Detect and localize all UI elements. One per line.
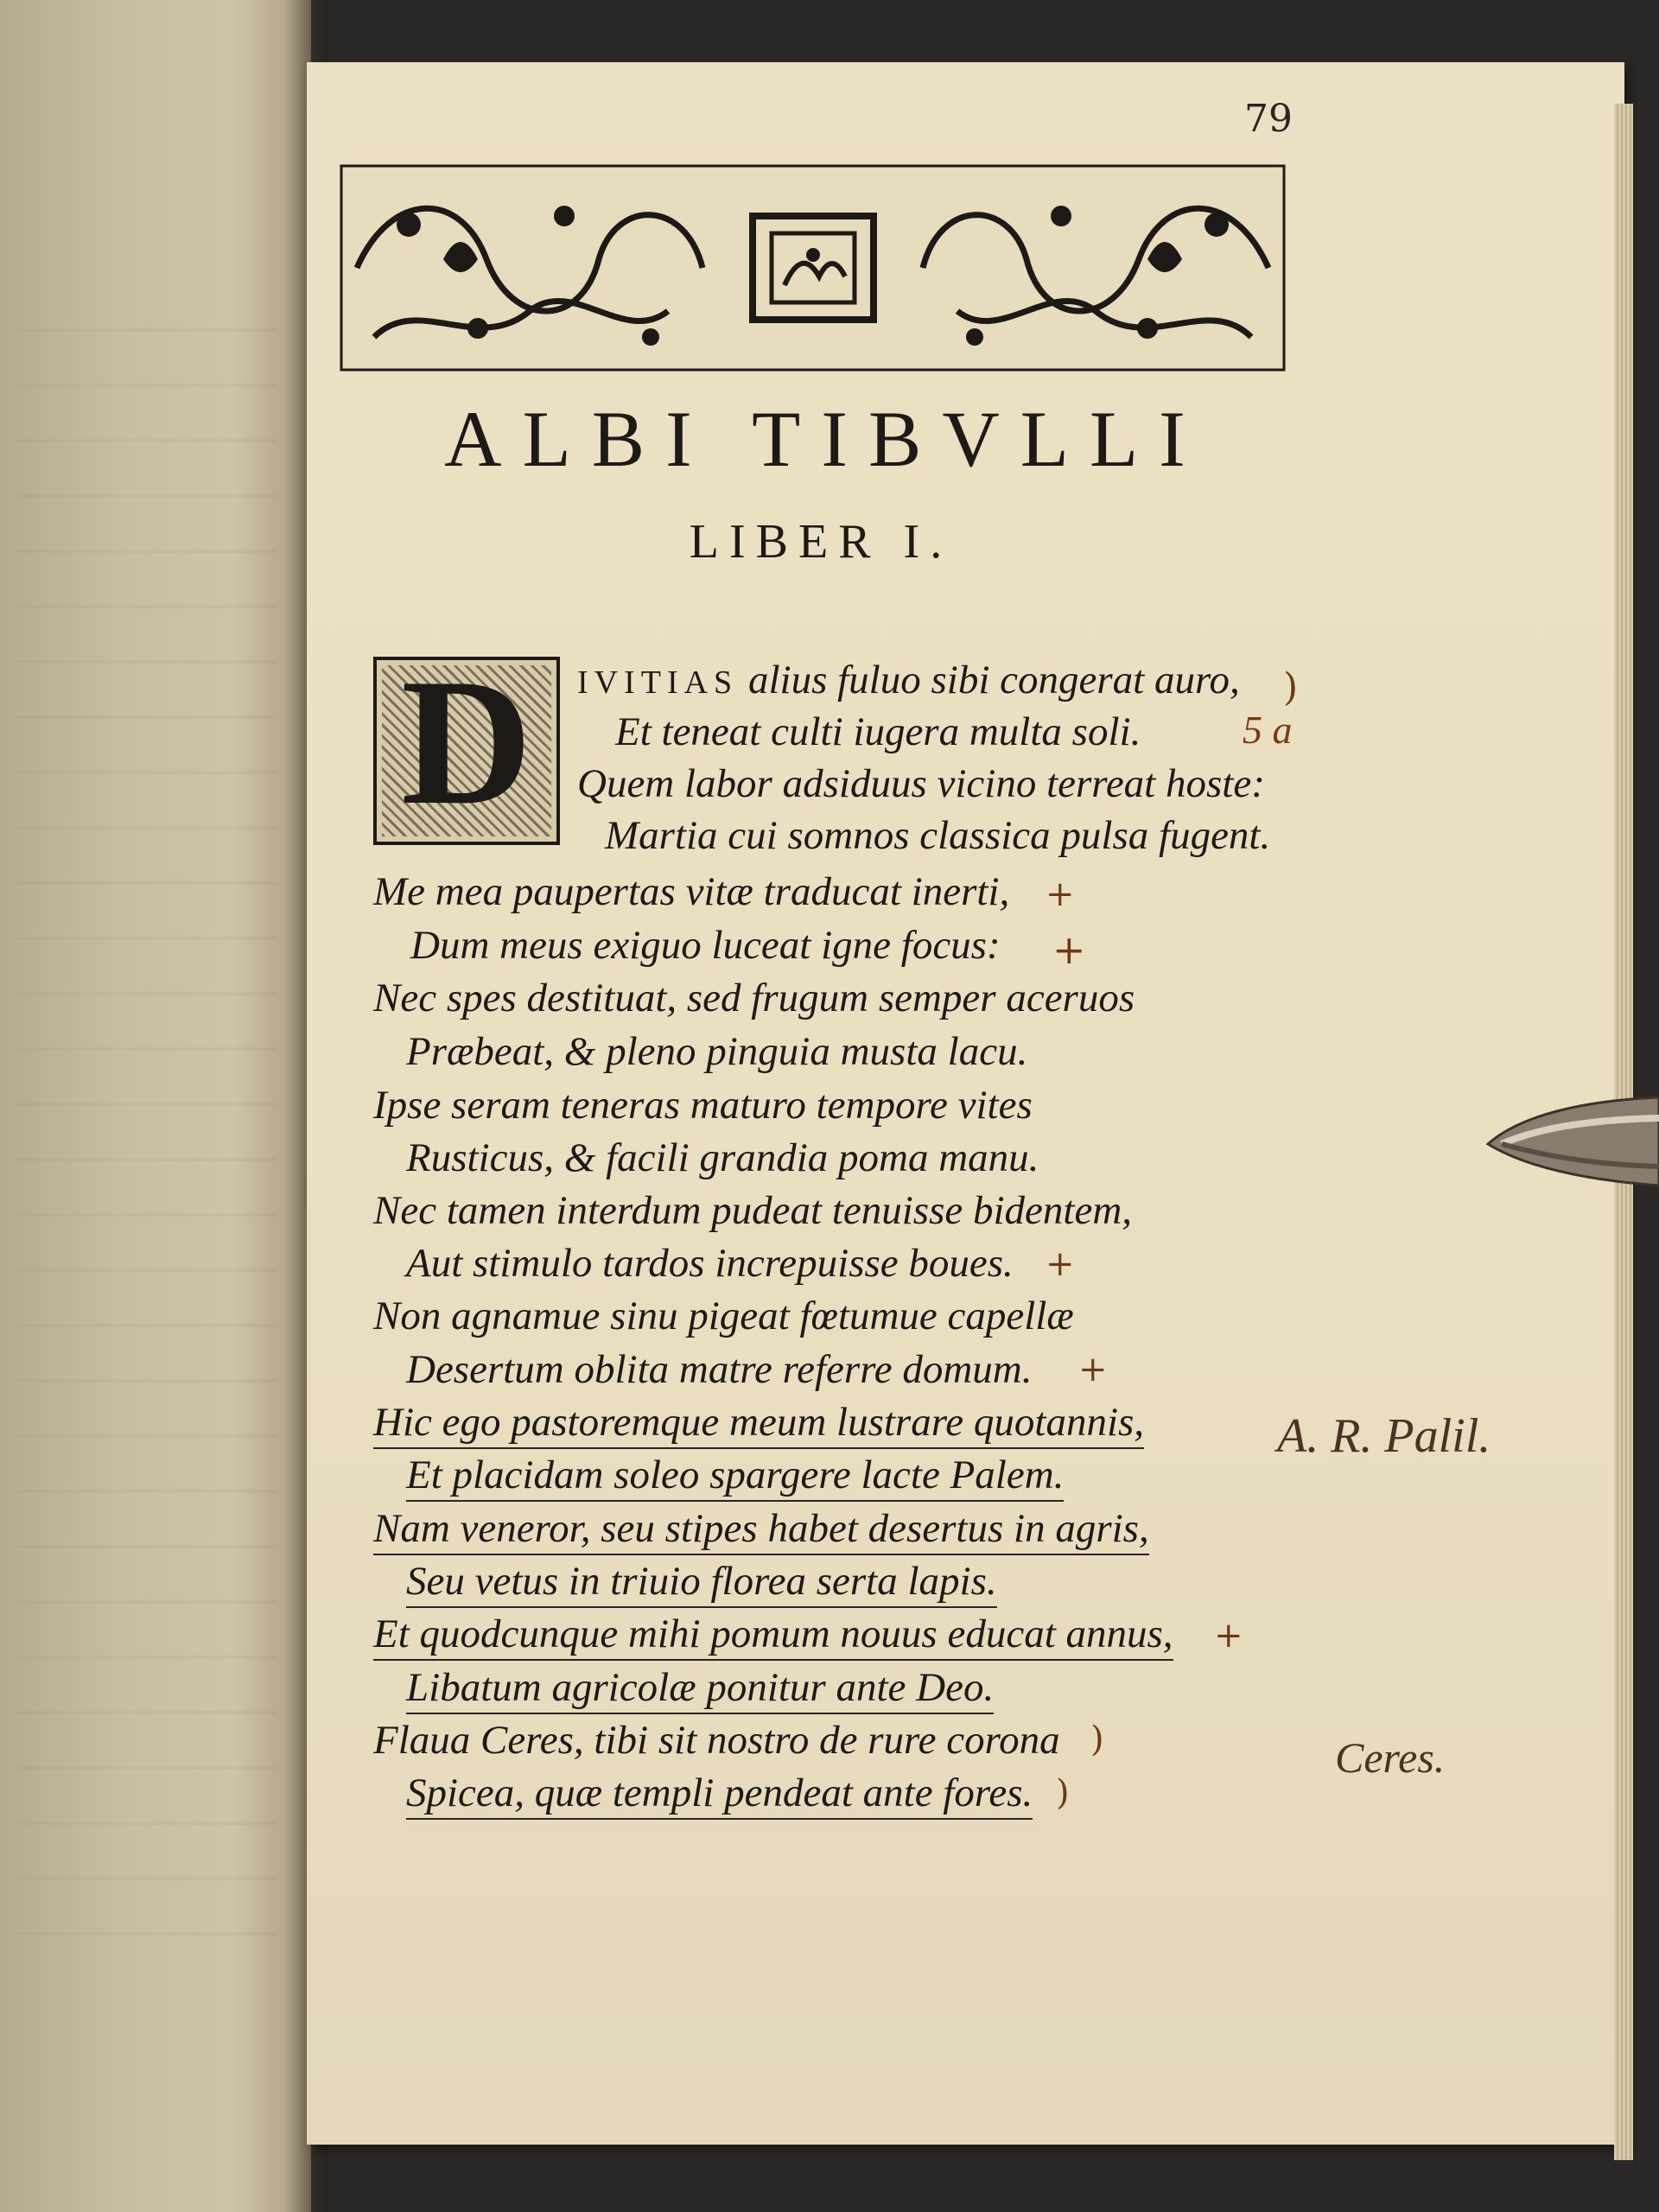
poem-line-1 bbox=[577, 657, 1240, 703]
poem-line-4: Martia cui somnos classica pulsa fugent. bbox=[605, 813, 1271, 858]
poem-line-8: Præbeat, & pleno pinguia musta lacu. bbox=[406, 1029, 1028, 1074]
first-word-caps: IVITIAS bbox=[577, 664, 739, 701]
plus-mark: + bbox=[1052, 926, 1086, 973]
paren-mark: ) bbox=[1283, 665, 1299, 709]
poem-line-11: Nec tamen interdum pudeat tenuisse bidentem, bbox=[373, 1188, 1133, 1233]
poem-line-15: Hic ego pastoremque meum lustrare quotannis, bbox=[373, 1399, 1144, 1449]
poem-line-18: Seu vetus in triuio florea serta lapis. bbox=[406, 1558, 997, 1608]
margin-note-palil: A. R. Palil. bbox=[1277, 1409, 1491, 1463]
plus-mark: + bbox=[1046, 874, 1075, 914]
poem-line-17: Nam veneror, seu stipes habet desertus in agris, bbox=[373, 1505, 1149, 1555]
poem-line-13: Non agnamue sinu pigeat fœtumue capellæ bbox=[373, 1294, 1074, 1338]
paren-mark: ) bbox=[1056, 1773, 1070, 1813]
poem-line-2: Et teneat culti iugera multa soli. bbox=[615, 709, 1141, 754]
poem-line-12: Aut stimulo tardos increpuisse boues. bbox=[406, 1241, 1014, 1286]
poem-line-5: Me mea paupertas vitæ traducat inerti, bbox=[373, 869, 1010, 914]
plus-mark: + bbox=[1214, 1616, 1243, 1656]
show-through-text bbox=[17, 328, 276, 1970]
margin-note-ceres: Ceres. bbox=[1335, 1733, 1446, 1782]
decorated-initial bbox=[373, 642, 560, 845]
initial-letter: D bbox=[401, 642, 532, 842]
plus-mark: + bbox=[1078, 1350, 1108, 1389]
woodcut-headpiece bbox=[340, 164, 1286, 372]
book-subtitle: LIBER I. bbox=[689, 515, 953, 569]
poem-line-19: Et quodcunque mihi pomum nouus educat annus, bbox=[373, 1611, 1173, 1661]
page-number: 79 bbox=[1244, 97, 1293, 141]
facing-page bbox=[0, 0, 311, 2212]
poem-line-3: Quem labor adsiduus vicino terreat hoste: bbox=[577, 761, 1265, 806]
poem-line-16: Et placidam soleo spargere lacte Palem. bbox=[406, 1452, 1064, 1502]
poem-line-21: Flaua Ceres, tibi sit nostro de rure corona bbox=[373, 1718, 1060, 1763]
plus-mark: + bbox=[1046, 1244, 1075, 1284]
poem-line-9: Ipse seram teneras maturo tempore vites bbox=[373, 1083, 1033, 1128]
poem-line-14: Desertum oblita matre referre domum. bbox=[406, 1347, 1033, 1392]
margin-note-5a: 5 a bbox=[1243, 708, 1293, 752]
poem-line-22: Spicea, quæ templi pendeat ante fores. bbox=[406, 1770, 1033, 1820]
paren-mark: ) bbox=[1090, 1719, 1104, 1759]
poem-line-6: Dum meus exiguo luceat igne focus: bbox=[410, 923, 1001, 968]
poem-line-20: Libatum agricolæ ponitur ante Deo. bbox=[406, 1664, 994, 1714]
poem-line-10: Rusticus, & facili grandia poma manu. bbox=[406, 1135, 1039, 1180]
book-title: ALBI TIBVLLI bbox=[444, 395, 1206, 483]
poem-line-7: Nec spes destituat, sed frugum semper aceruos bbox=[373, 976, 1135, 1020]
bookmark-clip bbox=[1484, 1090, 1659, 1192]
first-line-text: alius fuluo sibi congerat auro, bbox=[747, 658, 1240, 702]
